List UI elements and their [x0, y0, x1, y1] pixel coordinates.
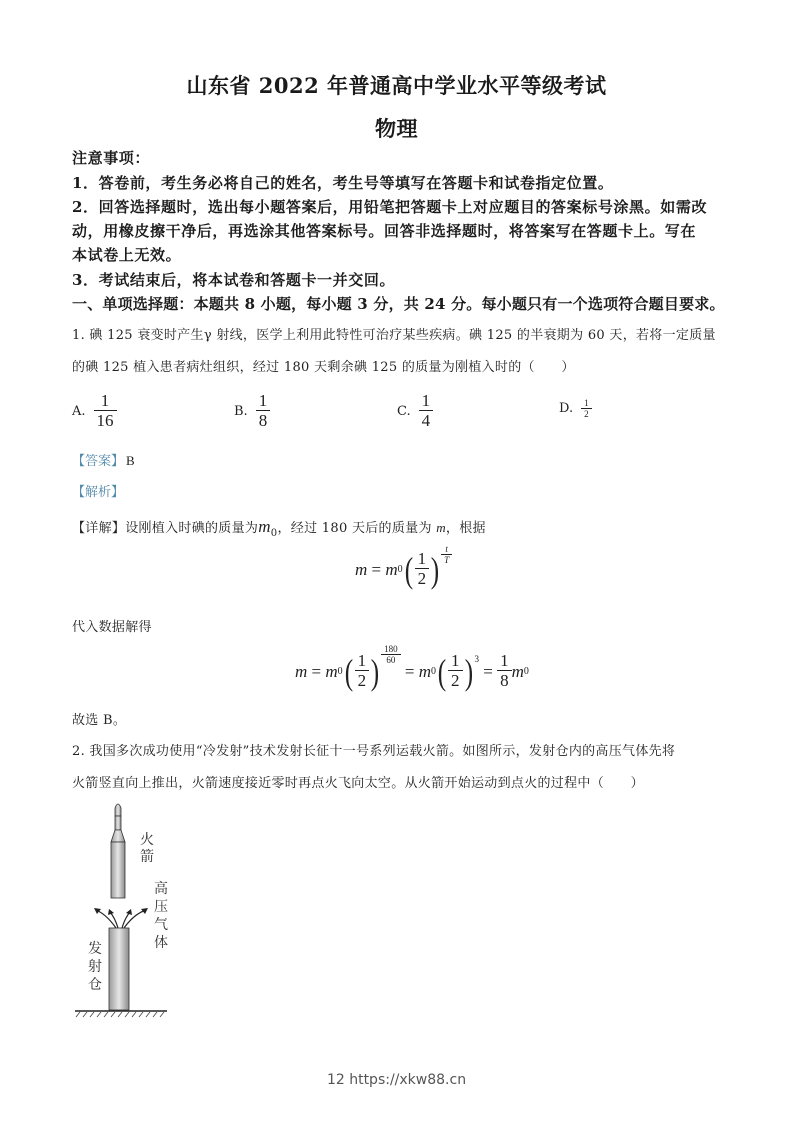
detail-row [72, 517, 486, 539]
formula-m0-2: m [418, 661, 432, 681]
denominator: 2 [357, 671, 367, 690]
left-paren: ( [404, 549, 413, 590]
detail-text-c: ，根据 [445, 521, 486, 536]
numerator: 1 [417, 549, 427, 568]
numerator: 1 [357, 651, 367, 670]
left-paren: ( [344, 651, 353, 692]
formula-m0-sub: 0 [397, 564, 403, 575]
exponent-3: 3 [474, 654, 480, 664]
detail-tag: 【详解】 [72, 521, 126, 536]
answer-row [72, 450, 135, 469]
notice-line-3: 动，用橡皮擦干净后，再选涂其他答案标号。回答非选择题时，将答案写在答题卡上。写在 [72, 222, 697, 240]
formula-m0-sub-3: 0 [523, 666, 529, 677]
exponent-fraction [441, 544, 452, 565]
numerator: 1 [258, 391, 268, 410]
conclusion: 故选 B。 [72, 713, 127, 728]
right-paren-2: ) [464, 651, 473, 692]
numerator: 1 [100, 391, 110, 410]
notice-line-4: 本试卷上无效。 [72, 246, 182, 264]
denominator: 8 [258, 411, 268, 430]
rocket-figure [70, 800, 200, 1022]
detail-text-a: 设刚植入时碘的质量为 [125, 521, 259, 536]
option-b[interactable] [234, 392, 270, 431]
denominator: 2 [451, 671, 460, 690]
question-1-line-2: 的碘 125 植入患者病灶组织，经过 180 天剩余碘 125 的质量为刚植入时的（ ） [72, 360, 575, 375]
denominator: 60 [386, 655, 396, 665]
exam-title: 山东省 2022 年普通高中学业水平等级考试 [186, 73, 607, 98]
formula-lhs: m [355, 559, 368, 579]
formula-eq: = [307, 661, 326, 681]
var-m0-sub: 0 [270, 528, 278, 539]
analysis-row [72, 481, 124, 500]
formula-m0: m [325, 661, 338, 681]
rocket-label: 火箭 [140, 832, 154, 865]
gas-label: 高压气体 [154, 881, 168, 951]
section-heading: 一、单项选择题：本题共 8 小题，每小题 3 分，共 24 分。每小题只有一个选项符合题目要求。 [72, 295, 725, 313]
subject-title: 物理 [375, 116, 418, 141]
formula-m0: m [385, 559, 398, 579]
half-fraction [415, 550, 430, 589]
option-c-label: C. [397, 404, 411, 419]
option-c-fraction [419, 392, 434, 431]
numerator: 1 [500, 651, 509, 670]
denominator: 2 [584, 409, 589, 419]
numerator: 1 [421, 391, 431, 410]
answer-value: B [126, 453, 135, 468]
half-fraction-2 [448, 652, 463, 691]
page-footer: 12 https://xkw88.cn [326, 1072, 467, 1088]
var-m0: m [258, 517, 271, 536]
denominator: T [444, 555, 450, 565]
right-paren: ) [370, 651, 380, 692]
option-b-label: B. [234, 404, 248, 419]
denominator: 2 [417, 569, 427, 588]
formula-m0-3: m [511, 661, 524, 681]
question-2-line-1: 2. 我国多次成功使用“冷发射”技术发射长征十一号系列运载火箭。如图所示，发射仓内的高压气体先将 [72, 744, 676, 759]
right-paren: ) [430, 549, 440, 590]
var-m: m [436, 520, 446, 535]
formula-decay [355, 544, 452, 590]
exponent-fraction [381, 644, 401, 665]
notice-line-5: 3．考试结束后，将本试卷和答题卡一并交回。 [72, 271, 396, 289]
formula-lhs: m [295, 661, 308, 681]
numerator: 1 [584, 398, 589, 408]
result-fraction [497, 652, 512, 691]
formula-eq-3: = [479, 661, 498, 681]
formula-m0-sub-2: 0 [431, 666, 437, 677]
denominator: 16 [96, 411, 114, 430]
formula-result [295, 644, 529, 692]
option-b-fraction [256, 392, 271, 431]
numerator: 1 [451, 651, 460, 670]
half-fraction [355, 652, 370, 691]
notice-line-2: 2．回答选择题时，选出每小题答案后，用铅笔把答题卡上对应题目的答案标号涂黑。如需改 [72, 198, 708, 216]
question-2-line-2: 火箭竖直向上推出，火箭速度接近零时再点火飞向太空。从火箭开始运动到点火的过程中（ ） [72, 776, 644, 791]
option-a[interactable] [72, 392, 117, 431]
answer-tag: 【答案】 [72, 454, 125, 469]
numerator: 180 [384, 644, 398, 654]
numerator: t [445, 544, 448, 554]
option-d[interactable] [559, 398, 592, 419]
option-d-fraction [581, 398, 592, 419]
formula-eq-2: = [400, 661, 419, 681]
question-1-line-1: 1. 碘 125 衰变时产生γ 射线，医学上利用此特性可治疗某些疾病。碘 125 的半衰期为 60 天，若将一定质量 [72, 328, 716, 343]
left-paren-2: ( [437, 651, 447, 692]
option-a-label: A. [72, 404, 86, 419]
option-a-fraction [94, 392, 117, 431]
formula-eq: = [367, 559, 386, 579]
substitute-text: 代入数据解得 [72, 620, 152, 635]
silo-label: 发射仓 [88, 941, 102, 993]
denominator: 4 [421, 411, 431, 430]
option-c[interactable] [397, 392, 433, 431]
analysis-tag: 【解析】 [72, 485, 125, 500]
option-d-label: D. [559, 401, 574, 416]
detail-text-b: ，经过 180 天后的质量为 [277, 521, 437, 536]
denominator: 8 [500, 671, 509, 690]
formula-m0-sub: 0 [337, 666, 343, 677]
notice-line-1: 1．答卷前，考生务必将自己的姓名，考生号等填写在答题卡和试卷指定位置。 [72, 174, 614, 192]
notice-heading: 注意事项： [72, 149, 151, 167]
